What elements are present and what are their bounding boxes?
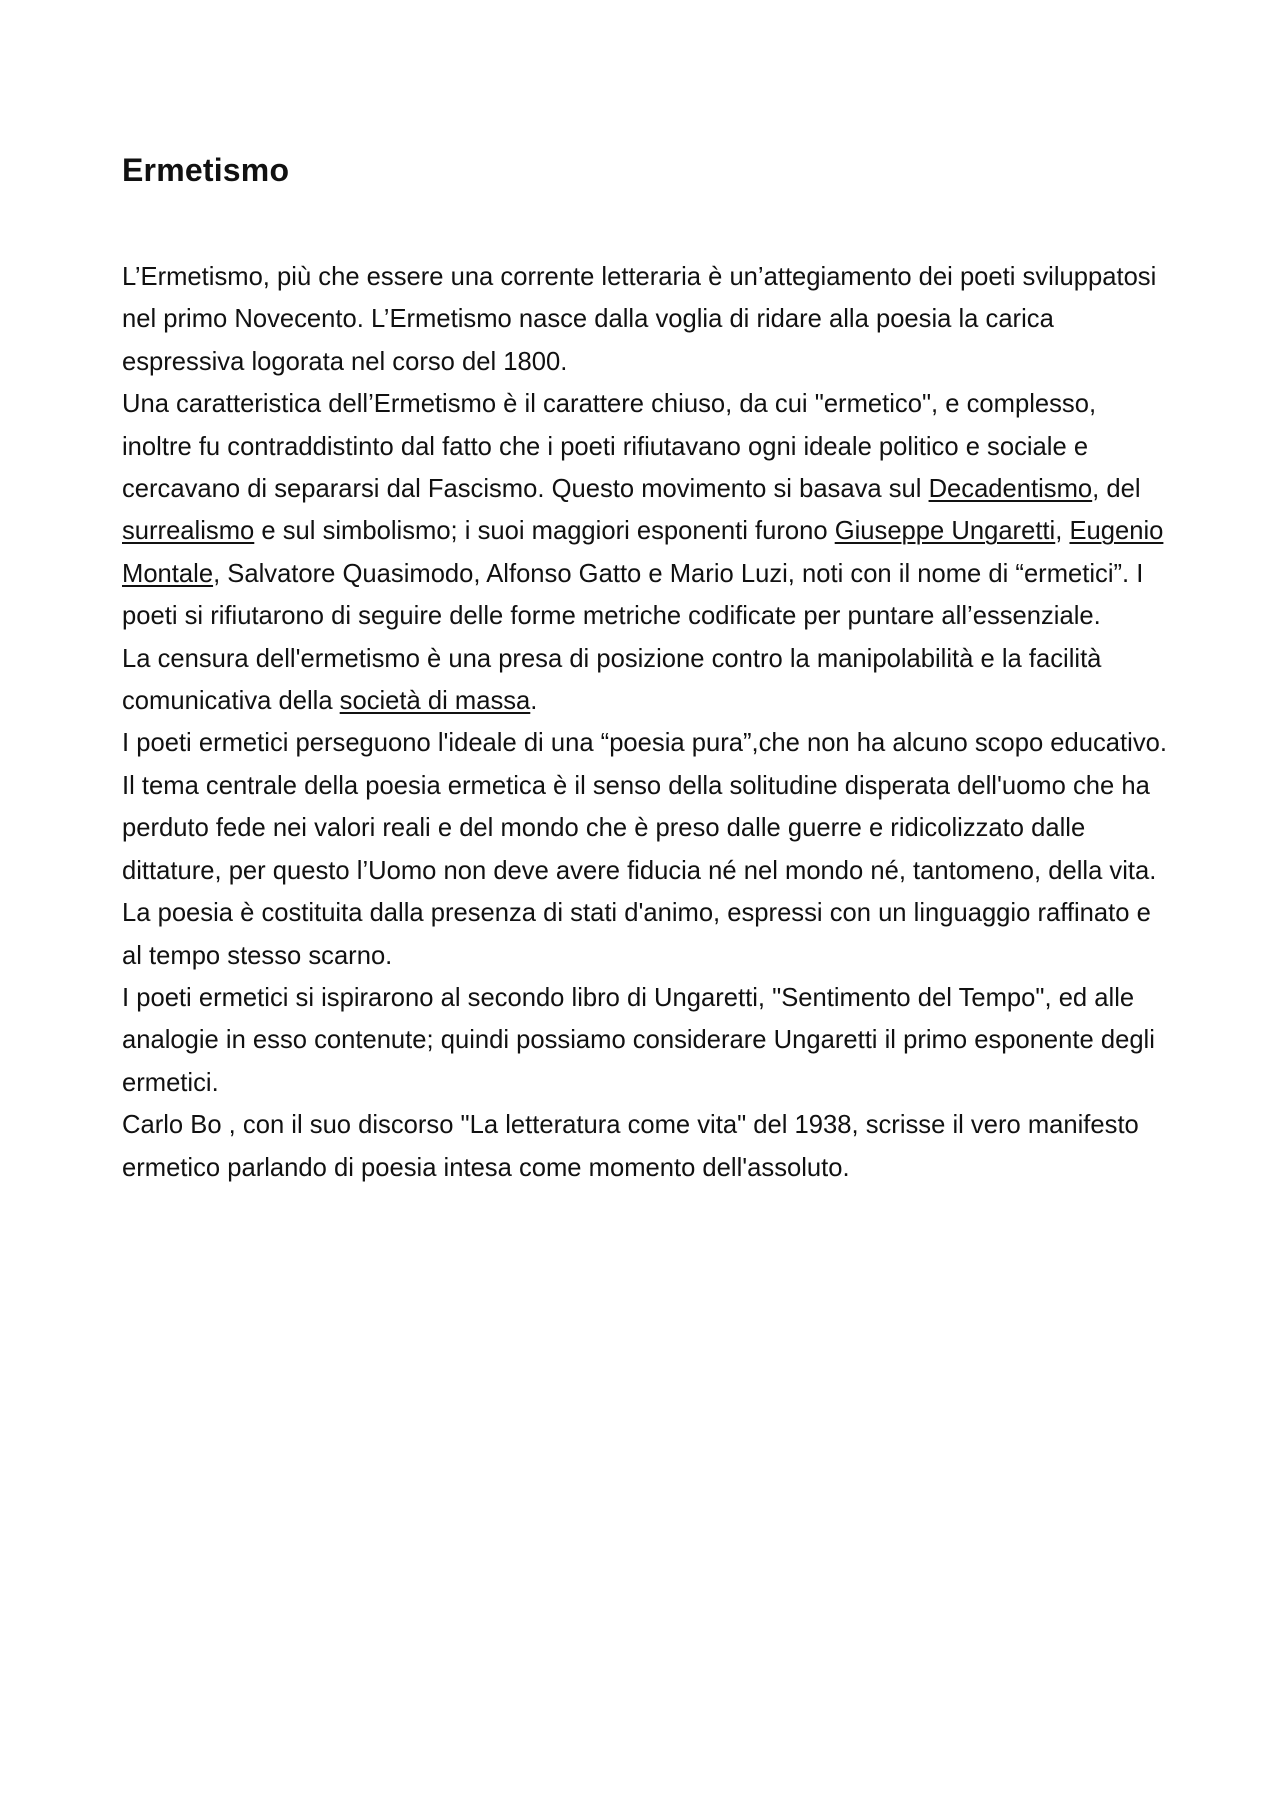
paragraph-censura: [122, 638, 1172, 723]
paragraph-ungaretti: I poeti ermetici si ispirarono al secondo libro di Ungaretti, "Sentimento del Tempo", ed alle analogie in esso contenute; quindi possiamo considerare Ungaretti il primo esponente degli ermetici.: [122, 983, 1155, 1097]
link-eugenio-montale[interactable]: Eugenio Montale: [122, 517, 1164, 588]
text-segment: e sul simbolismo; i suoi maggiori esponenti furono: [254, 517, 835, 546]
text-segment: , Salvatore Quasimodo, Alfonso Gatto e Mario Luzi, noti con il nome di “ermetici”. I poeti si rifiutarono di seguire delle forme metriche codificate per puntare all’essenziale.: [122, 559, 1144, 631]
document-body: [122, 150, 1172, 1189]
paragraph-intro: L’Ermetismo, più che essere una corrente letteraria è un’attegiamento dei poeti sviluppatosi nel primo Novecento. L’Ermetismo nasce dalla voglia di ridare alla poesia la carica espressiva logorata nel corso del 1800.: [122, 263, 1157, 376]
text-segment: ,: [1055, 517, 1070, 546]
link-giuseppe-ungaretti[interactable]: Giuseppe Ungaretti: [834, 517, 1056, 546]
link-surrealismo[interactable]: surrealismo: [122, 517, 255, 546]
text-segment: , del: [1092, 475, 1141, 504]
text-segment: Una caratteristica dell’Ermetismo è il carattere chiuso, da cui "ermetico", e complesso, inoltre fu contraddistinto dal fatto che i poeti rifiutavano ogni ideale politico e sociale e cercavano di separarsi dal Fascismo. Questo movimento si basava sul: [122, 390, 1097, 504]
link-decadentismo[interactable]: Decadentismo: [928, 475, 1093, 504]
link-societa-di-massa[interactable]: società di massa: [339, 687, 531, 716]
text-segment: La censura dell'ermetismo è una presa di posizione contro la manipolabilità e la facilità comunicativa della: [122, 644, 1102, 716]
text-segment: .: [530, 687, 538, 716]
paragraph-carlo-bo: Carlo Bo , con il suo discorso "La letteratura come vita" del 1938, scrisse il vero manifesto ermetico parlando di poesia intesa come momento dell'assoluto.: [122, 1111, 1139, 1182]
document-title: Ermetismo: [122, 152, 290, 188]
paragraph-poesia-pura: I poeti ermetici perseguono l'ideale di una “poesia pura”,che non ha alcuno scopo educativo. Il tema centrale della poesia ermetica è il senso della solitudine disperata dell'uomo che ha perduto fede nei valori reali e del mondo che è preso dalle guerre e ridicolizzato dalle dittature, per questo l’Uomo non deve avere fiducia né nel mondo né, tantomeno, della vita. La poesia è costituita dalla presenza di stati d'animo, espressi con un linguaggio raffinato e al tempo stesso scarno.: [122, 729, 1167, 970]
paragraph-characteristics: [122, 383, 1172, 637]
